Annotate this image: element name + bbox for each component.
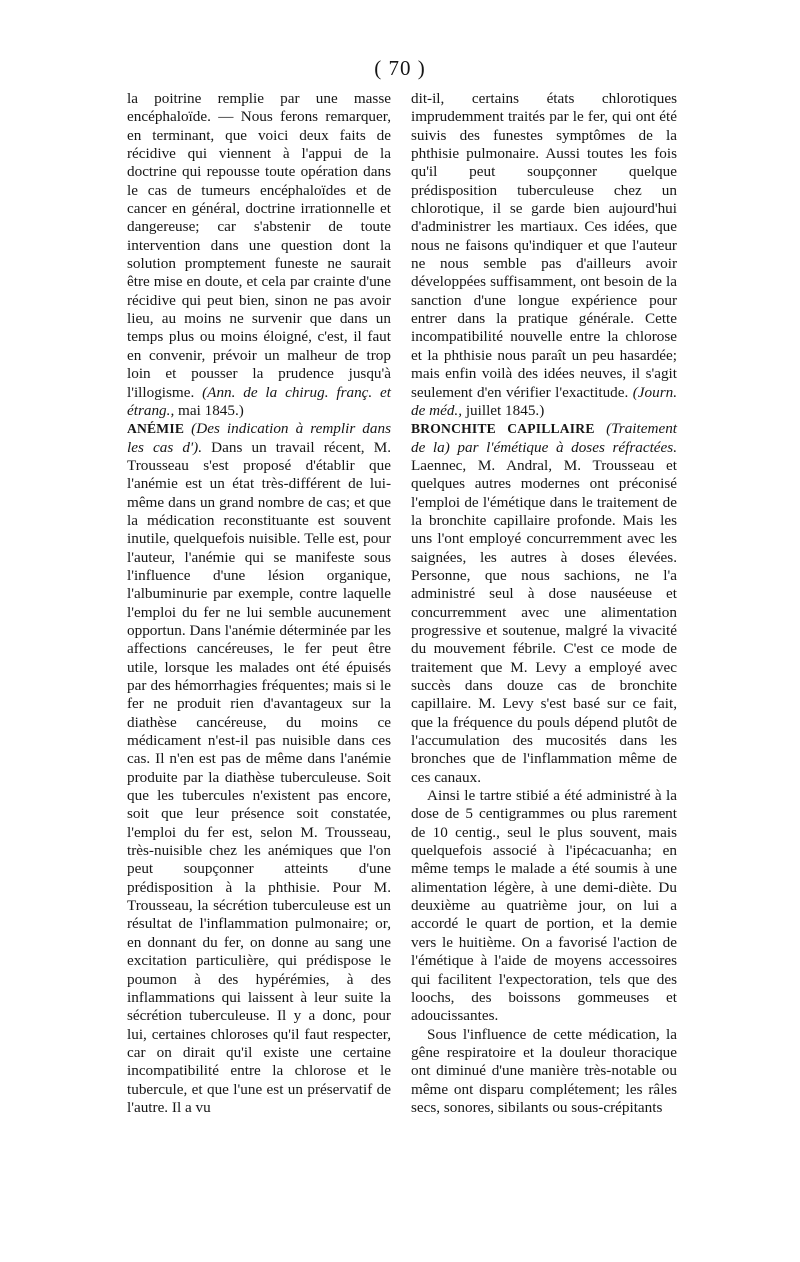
anemie-article-subtitle: (Des indication à remplir dans les cas d'). <box>127 420 391 456</box>
bronchite-paragraph-2: Ainsi le tartre stibié a été administré à la dose de 5 centigrammes ou plus rarement de 10 centig., seul le plus souvent, mais quelquefois associé à l'ipécacuanha; en même temps le malade a été soumis à une alimentation légère, à une demi-diète. Du deuxième au quatrième jour, on lui a accordé le quart de portion, et la demie vers le huitième. On a favorisé l'action de l'émétique à l'aide de moyens accessoires qui facilitent l'expectoration, tels que des loochs, des boissons gommeuses et adoucissantes. <box>411 787 677 1025</box>
anemie-article-body: Dans un travail récent, M. Trousseau s'est proposé d'établir que l'anémie est un état très-différent de lui-même dans un grand nombre de cas; et que la médication reconstituante est souvent inutile, quelquefois nuisible. Telle est, pour l'auteur, l'anémie qui se manifeste sous l'influence d'une lésion organique, l'albuminurie par exemple, contre laquelle l'emploi du fer ne lui semble aucunement opportun. Dans l'anémie déterminée par les affections cancéreuses, le fer peut être utile, lorsque les malades ont été épuisés par des hémorrhagies fréquentes; mais si le fer ne produit rien d'avantageux sur la diathèse cancéreuse, du moins ce médicament n'est-il pas nuisible dans ces cas. Il n'en est pas de même dans l'anémie produite par la diathèse tuberculeuse. Soit que les tubercules n'existent pas encore, soit que leur présence soit constatée, l'emploi du fer est, selon M. Trousseau, très-nuisible chez les anémiques que l'on peut soupçonner atteints d'une prédisposition à la phthisie. Pour M. Trousseau, la sécrétion tuberculeuse est un résultat de l'inflammation pulmonaire; or, en donnant du fer, on donne au sang une excitation particulière, qui prédispose le poumon à des hypérémies, à des inflammations qui laissent à leur suite la sécrétion tuberculeuse. Il y a donc, pour lui, certaines chloroses qu'il faut respecter, car on dirait qu'il existe une certaine incompatibilité entre la chlorose et le tubercule, et que l'une est un préservatif de l'autre. Il a vu <box>127 438 392 1116</box>
bronchite-article-title: BRONCHITE CAPILLAIRE <box>411 421 595 437</box>
left-continuation-reference-date: mai 1845.) <box>178 401 244 419</box>
bronchite-article-subtitle: (Traitement de la) par l'émétique à doses réfractées. <box>411 420 678 456</box>
right-continuation-paragraph <box>411 90 677 420</box>
right-continuation-reference-date: juillet 1845.) <box>465 401 545 419</box>
anemie-article <box>127 420 391 1117</box>
left-column <box>127 90 391 1117</box>
left-continuation-paragraph <box>127 90 391 420</box>
bronchite-paragraph-3: Sous l'influence de cette médication, la gêne respiratoire et la douleur thoracique ont diminué d'une manière très-notable ou même ont disparu complétement; les râles secs, sonores, sibilants ou sous-crépitants <box>411 1025 677 1116</box>
right-column <box>411 90 677 1117</box>
page-number: ( 70 ) <box>374 56 426 80</box>
bronchite-article-body: Laennec, M. Andral, M. Trousseau et quelques autres modernes ont préconisé l'emploi de l'émétique dans le traitement de la bronchite capillaire profonde. Mais les uns l'ont employé concurremment avec les saignées, les autres à doses élevées. Personne, que nous sachions, ne l'a administré seul à dose nauséeuse et concurremment avec une alimentation progressive et soutenue, malgré la vivacité du mouvement fébrile. C'est ce mode de traitement que M. Levy a employé avec succès dans douze cas de bronchite capillaire. M. Levy s'est basé sur ce fait, que la fréquence du pouls dépend plutôt de l'accumulation des mucosités dans les bronches que de l'inflammation même de ces canaux. <box>411 456 677 786</box>
right-continuation-reference: (Journ. de méd., <box>411 383 677 419</box>
left-continuation-text: la poitrine remplie par une masse encéphaloïde. — Nous ferons remarquer, en terminant, que voici deux faits de récidive qui viennent à l'appui de la doctrine qui repousse toute opération dans le cas de tumeurs encéphaloïdes et de cancer en général, doctrine irrationnelle et dangereuse; car s'abstenir de toute intervention dans une question dont la solution promptement funeste ne saurait être mise en doute, et cela par crainte d'une récidive qui peut bien, sinon ne pas avoir lieu, au moins ne survenir que dans un temps plus ou moins éloigné, c'est, il faut en convenir, prévoir un malheur de trop loin et pousser la prudence jusqu'à l'illogisme. <box>127 90 391 401</box>
left-continuation-reference: (Ann. de la chirug. franç. et étrang., <box>127 383 391 419</box>
anemie-article-title: ANÉMIE <box>127 421 185 437</box>
right-continuation-text: dit-il, certains états chlorotiques imprudemment traités par le fer, qui ont été suivis des funestes symptômes de la phthisie pulmonaire. Aussi toutes les fois qu'il peut soupçonner quelque prédisposition tuberculeuse chez un chlorotique, il se garde bien aujourd'hui d'administrer les martiaux. Ces idées, que nous ne faisons qu'indiquer et que l'auteur ne nous semble pas d'ailleurs avoir développées suffisamment, ont besoin de la sanction d'une longue expérience pour entrer dans la pratique générale. Cette incompatibilité nouvelle entre la chlorose et la phthisie nous paraît un peu hasardée; mais enfin voilà des idées neuves, il s'agit seulement d'en vérifier l'exactitude. <box>411 90 677 401</box>
bronchite-article <box>411 420 677 787</box>
